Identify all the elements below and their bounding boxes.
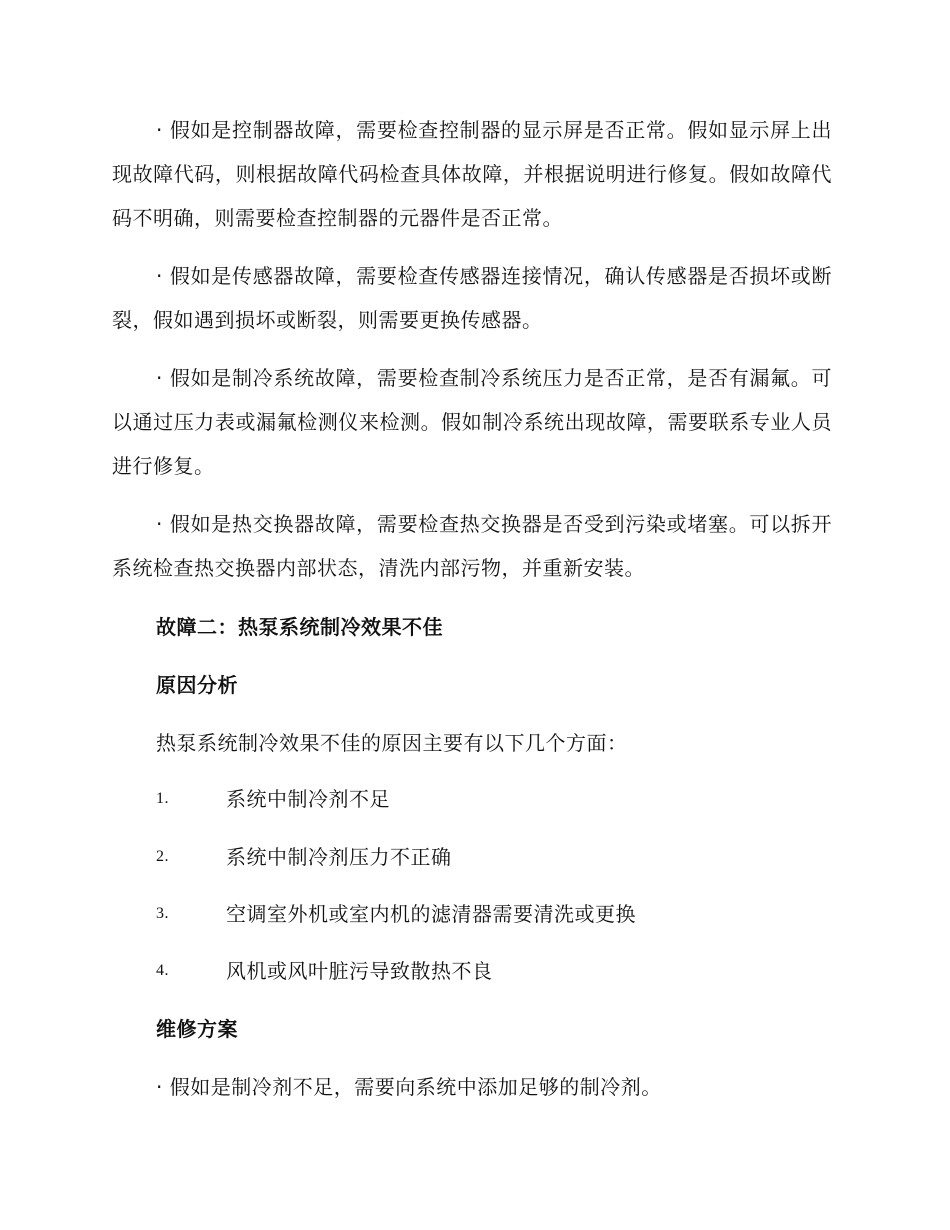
paragraph-sensor-fault: · 假如是传感器故障，需要检查传感器连接情况，确认传感器是否损坏或断裂，假如遇到损坏或断裂，则需要更换传感器。 (112, 264, 832, 332)
list-number: 4. (156, 962, 169, 979)
list-item (156, 956, 836, 986)
list-text: 风机或风叶脏污导致散热不良 (226, 959, 493, 983)
repair-plan-heading: 维修方案 (156, 1017, 238, 1041)
paragraph-refrigeration-fault: · 假如是制冷系统故障，需要检查制冷系统压力是否正常，是否有漏氟。可以通过压力表或漏氟检测仪来检测。假如制冷系统出现故障，需要联系专业人员进行修复。 (112, 366, 832, 478)
list-text: 系统中制冷剂不足 (226, 787, 390, 811)
list-item (156, 842, 836, 872)
list-number: 3. (156, 905, 169, 922)
list-number: 2. (156, 848, 169, 865)
fault-two-heading: 故障二：热泵系统制冷效果不佳 (156, 615, 443, 639)
paragraph-controller-fault: · 假如是控制器故障，需要检查控制器的显示屏是否正常。假如显示屏上出现故障代码，则根据故障代码检查具体故障，并根据说明进行修复。假如故障代码不明确，则需要检查控制器的元器件是否正常。 (112, 118, 832, 230)
repair-bullet: · 假如是制冷剂不足，需要向系统中添加足够的制冷剂。 (156, 1075, 662, 1099)
list-item (156, 899, 836, 929)
list-number: 1. (156, 790, 169, 807)
paragraph-heat-exchanger-fault: · 假如是热交换器故障，需要检查热交换器是否受到污染或堵塞。可以拆开系统检查热交换器内部状态，清洗内部污物，并重新安装。 (112, 512, 832, 580)
cause-intro: 热泵系统制冷效果不佳的原因主要有以下几个方面： (156, 731, 628, 755)
list-item (156, 784, 836, 814)
cause-analysis-heading: 原因分析 (156, 673, 238, 697)
list-text: 空调室外机或室内机的滤清器需要清洗或更换 (226, 902, 636, 926)
list-text: 系统中制冷剂压力不正确 (226, 845, 452, 869)
